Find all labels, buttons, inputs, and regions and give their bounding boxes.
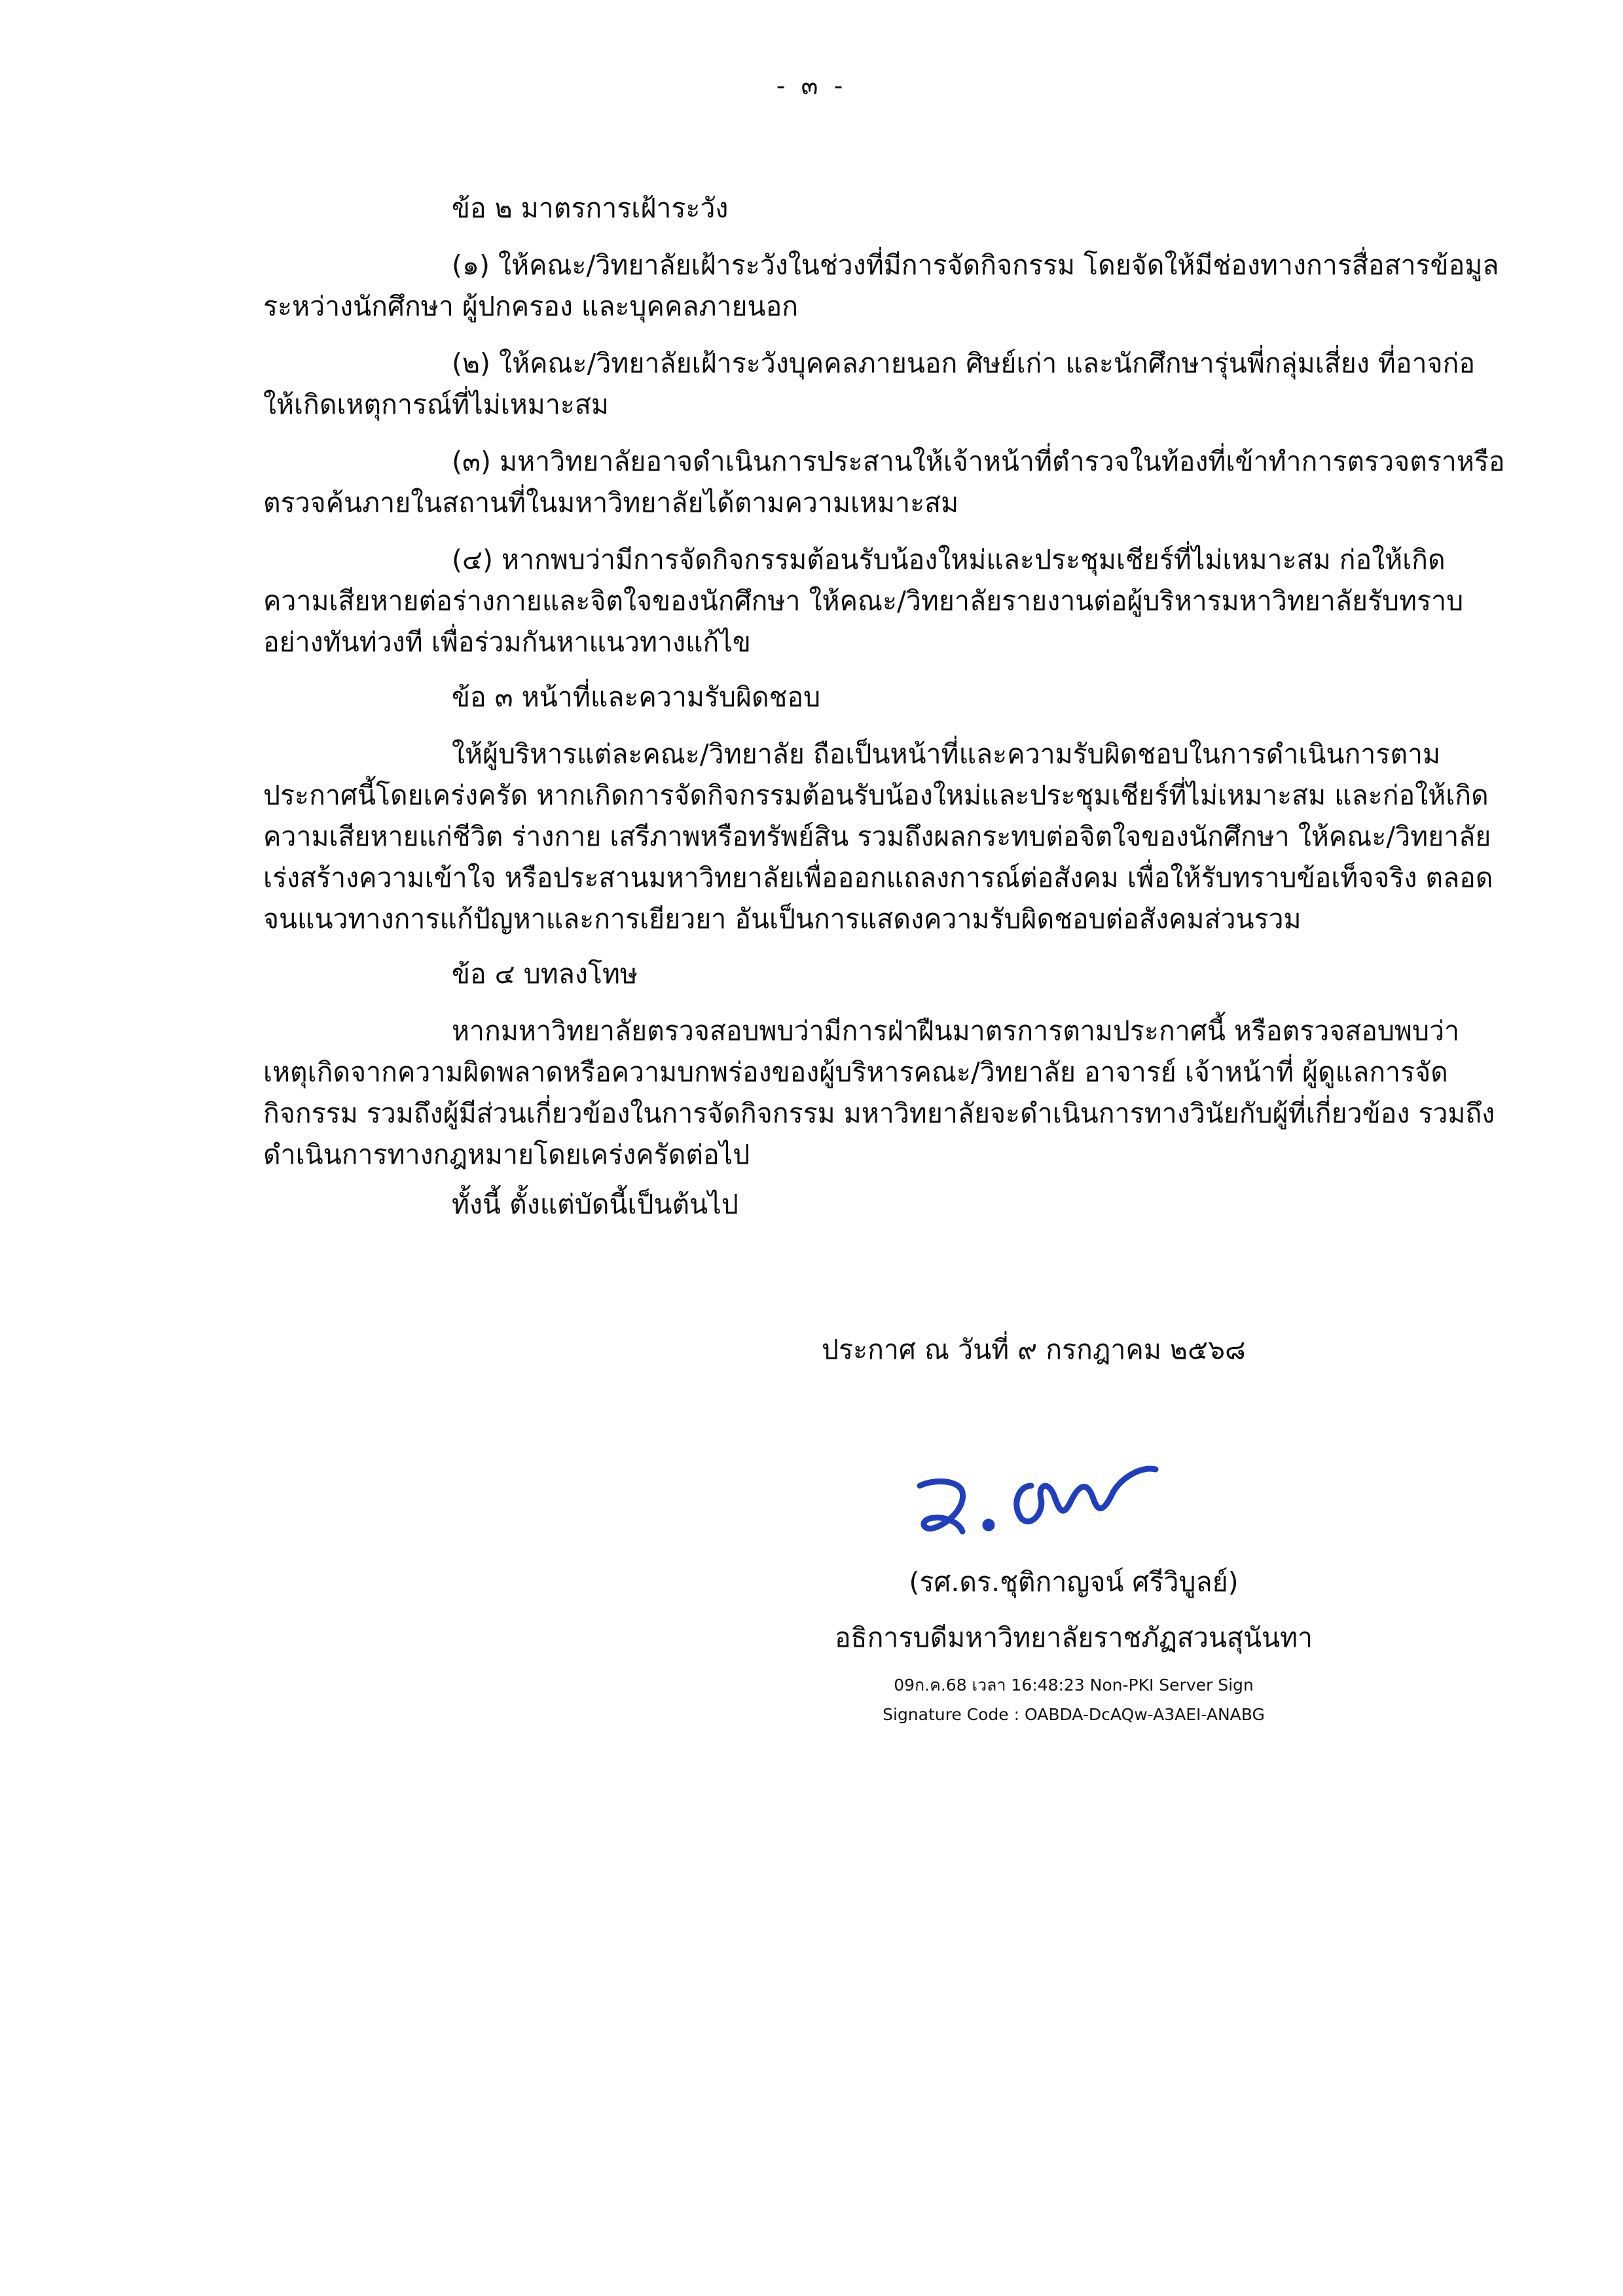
page-number: - ๓ - <box>776 71 847 100</box>
paragraph-line: อย่างทันท่วงที เพื่อร่วมกันหาแนวทางแก้ไข <box>263 626 751 658</box>
paragraph-line: ตรวจค้นภายในสถานที่ในมหาวิทยาลัยได้ตามความเหมาะสม <box>263 487 959 518</box>
closing-line: ทั้งนี้ ตั้งแต่บัดนี้เป็นต้นไป <box>452 1189 739 1220</box>
paragraph-line: (๒) ให้คณะ/วิทยาลัยเฝ้าระวังบุคคลภายนอก ศิษย์เก่า และนักศึกษารุ่นพี่กลุ่มเสี่ยง ที่อาจก่อ <box>452 348 1475 379</box>
paragraph-line: ดำเนินการทางกฎหมายโดยเคร่งครัดต่อไป <box>263 1139 750 1170</box>
section-3-heading: ข้อ ๓ หน้าที่และความรับผิดชอบ <box>452 681 821 713</box>
signature-code: Signature Code : OABDA-DcAQw-A3AEI-ANABG <box>883 1705 1265 1724</box>
section-4-heading: ข้อ ๔ บทลงโทษ <box>452 958 638 990</box>
paragraph-line: ความเสียหายต่อร่างกายและจิตใจของนักศึกษา ให้คณะ/วิทยาลัยรายงานต่อผู้บริหารมหาวิทยาลัยรับทราบ <box>263 585 1464 617</box>
signer-title: อธิการบดีมหาวิทยาลัยราชภัฏสวนสุนันทา <box>834 1622 1313 1653</box>
paragraph-line: หากมหาวิทยาลัยตรวจสอบพบว่ามีการฝ่าฝืนมาตรการตามประกาศนี้ หรือตรวจสอบพบว่า <box>452 1015 1460 1047</box>
paragraph-line: ให้ผู้บริหารแต่ละคณะ/วิทยาลัย ถือเป็นหน้าที่และความรับผิดชอบในการดำเนินการตาม <box>452 738 1440 770</box>
paragraph-line: (๑) ให้คณะ/วิทยาลัยเฝ้าระวังในช่วงที่มีการจัดกิจกรรม โดยจัดให้มีช่องทางการสื่อสารข้อมูล <box>452 249 1499 281</box>
section-2-heading: ข้อ ๒ มาตรการเฝ้าระวัง <box>452 192 729 224</box>
paragraph-line: (๓) มหาวิทยาลัยอาจดำเนินการประสานให้เจ้าหน้าที่ตำรวจในท้องที่เข้าทำการตรวจตราหรือ <box>452 446 1505 477</box>
paragraph-line: (๔) หากพบว่ามีการจัดกิจกรรมต้อนรับน้องใหม่และประชุมเชียร์ที่ไม่เหมาะสม ก่อให้เกิด <box>452 544 1446 575</box>
announcement-date: ประกาศ ณ วันที่ ๙ กรกฎาคม ๒๕๖๘ <box>822 1334 1246 1365</box>
paragraph-line: ความเสียหายแก่ชีวิต ร่างกาย เสรีภาพหรือทรัพย์สิน รวมถึงผลกระทบต่อจิตใจของนักศึกษา ให้คณะ/วิทยาลัย <box>263 821 1491 852</box>
paragraph-line: กิจกรรม รวมถึงผู้มีส่วนเกี่ยวข้องในการจัดกิจกรรม มหาวิทยาลัยจะดำเนินการทางวินัยกับผู้ที่เกี่ยวข้อง รวมถึง <box>263 1098 1495 1129</box>
paragraph-line: จนแนวทางการแก้ปัญหาและการเยียวยา อันเป็นการแสดงความรับผิดชอบต่อสังคมส่วนรวม <box>263 903 1302 935</box>
paragraph-line: เร่งสร้างความเข้าใจ หรือประสานมหาวิทยาลัยเพื่อออกแถลงการณ์ต่อสังคม เพื่อให้รับทราบข้อเท็จจริง ตลอด <box>263 862 1493 893</box>
paragraph-line: ให้เกิดเหตุการณ์ที่ไม่เหมาะสม <box>263 389 609 420</box>
signature-timestamp: 09ก.ค.68 เวลา 16:48:23 Non-PKI Server Sign <box>894 1676 1254 1695</box>
paragraph-line: ประกาศนี้โดยเคร่งครัด หากเกิดการจัดกิจกรรมต้อนรับน้องใหม่และประชุมเชียร์ที่ไม่เหมาะสม และก่อให้เกิด <box>263 780 1489 811</box>
signer-name: (รศ.ดร.ชุติกาญจน์ ศรีวิบูลย์) <box>909 1566 1239 1598</box>
paragraph-line: ระหว่างนักศึกษา ผู้ปกครอง และบุคคลภายนอก <box>263 291 799 322</box>
handwritten-signature <box>907 1440 1169 1551</box>
paragraph-line: เหตุเกิดจากความผิดพลาดหรือความบกพร่องของผู้บริหารคณะ/วิทยาลัย อาจารย์ เจ้าหน้าที่ ผู้ดูแลการจัด <box>263 1056 1448 1088</box>
